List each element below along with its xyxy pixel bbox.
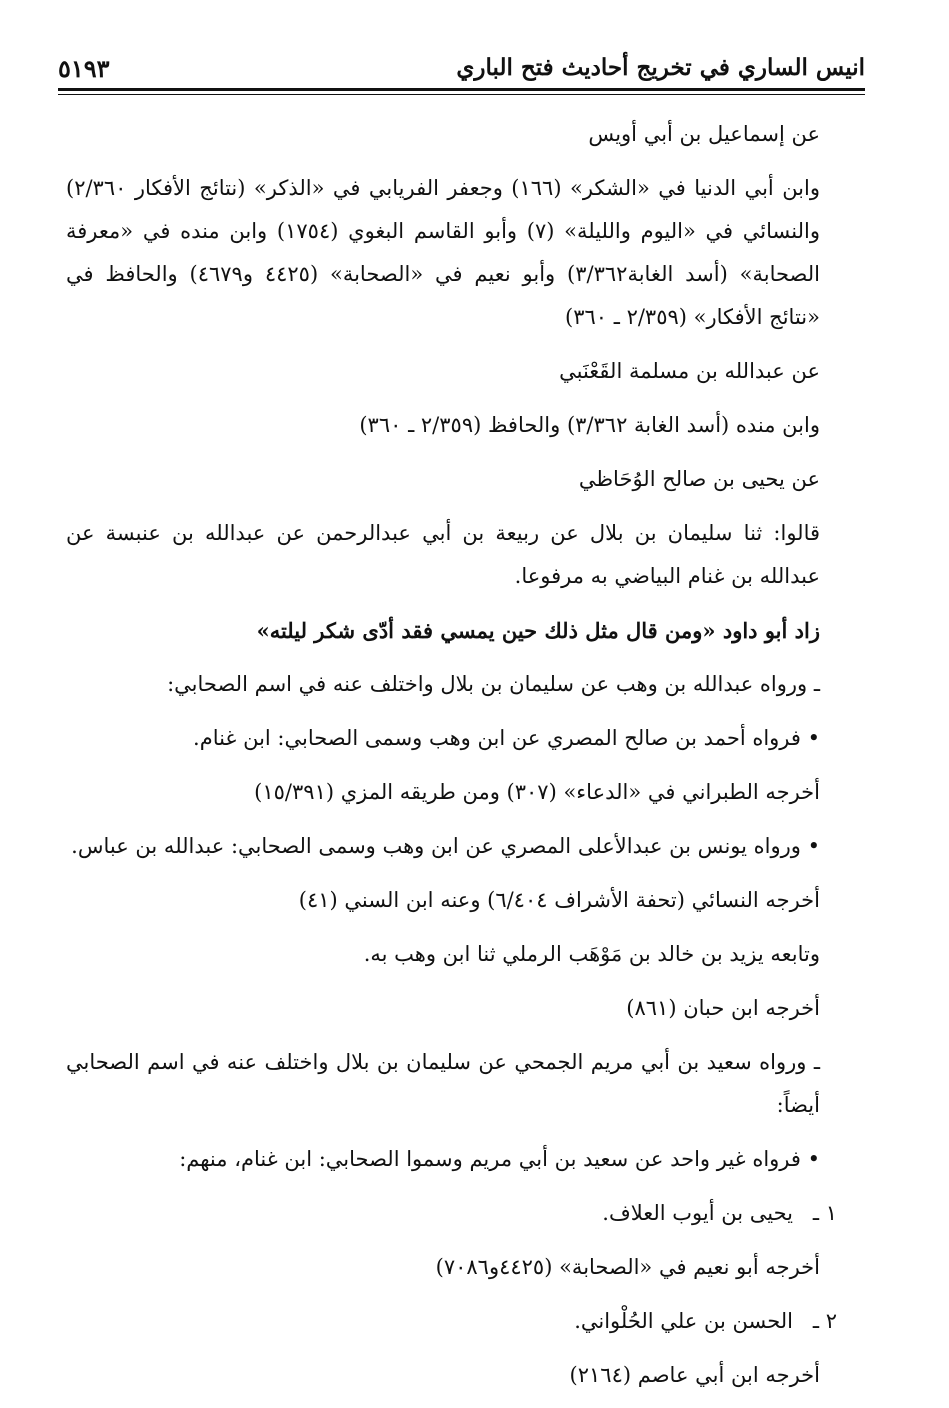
addition-line: زاد أبو داود «ومن قال مثل ذلك حين يمسي فقد أدّى شكر ليلته» — [256, 618, 820, 643]
mutaba-line: وتابعه يزيد بن خالد بن مَوْهَب الرملي ثنا ابن وهب به. — [363, 942, 820, 966]
numbered-item — [66, 1300, 865, 1343]
numbered-item — [66, 1192, 865, 1235]
page-number: ٥١٩٣ — [58, 54, 110, 83]
narrator-line: عن إسماعيل بن أبي أويس — [588, 122, 820, 146]
page-header — [58, 50, 865, 90]
variant-bullet: • ورواه يونس بن عبدالأعلى المصري عن ابن وهب وسمى الصحابي: عبدالله بن عباس. — [71, 834, 820, 858]
running-title: انيس الساري في تخريج أحاديث فتح الباري — [456, 54, 865, 81]
item-number: ١ ـ — [812, 1201, 837, 1225]
takhrij-line: أخرجه النسائي (تحفة الأشراف ٦/٤٠٤) وعنه ابن السني (٤١) — [298, 888, 820, 912]
narrator-line: عن عبدالله بن مسلمة القَعْنَبي — [559, 359, 820, 383]
item-number: ٢ ـ — [812, 1309, 837, 1333]
variant-heading: ـ ورواه سعيد بن أبي مريم الجمحي عن سليمان بن بلال واختلف عنه في اسم الصحابي أيضاً: — [66, 1050, 820, 1117]
takhrij-line: أخرجه أبو نعيم في «الصحابة» (٤٤٢٥و٧٠٨٦) — [435, 1255, 820, 1279]
narrator-line: عن يحيى بن صالح الوُحَاظي — [578, 467, 820, 491]
header-rule-thick — [58, 88, 865, 91]
takhrij-line: أخرجه الطبراني في «الدعاء» (٣٠٧) ومن طريقه المزي (١٥/٣٩١) — [254, 780, 820, 804]
item-text: الحسن بن علي الحُلْواني. — [574, 1309, 793, 1333]
body-text — [66, 113, 865, 1408]
variant-bullet: • فرواه أحمد بن صالح المصري عن ابن وهب وسمى الصحابي: ابن غنام. — [193, 726, 820, 750]
takhrij-paragraph: وابن أبي الدنيا في «الشكر» (١٦٦) وجعفر الفريابي في «الذكر» (نتائج الأفكار ٢/٣٦٠) والنسائي في «اليوم والليلة» (٧) وأبو القاسم البغوي (١٧٥٤) وابن منده في «معرفة الصحابة» (أسد الغابة٣/٣٦٢) وأبو نعيم في «الصحابة» (٤٤٢٥ و٤٦٧٩) والحافظ في «نتائج الأفكار» (٢/٣٥٩ ـ ٣٦٠) — [66, 176, 821, 329]
takhrij-line: وابن منده (أسد الغابة ٣/٣٦٢) والحافظ (٢/٣٥٩ ـ ٣٦٠) — [359, 413, 820, 437]
variant-heading: ـ ورواه عبدالله بن وهب عن سليمان بن بلال واختلف عنه في اسم الصحابي: — [167, 672, 820, 696]
item-text: يحيى بن أيوب العلاف. — [602, 1201, 793, 1225]
variant-bullet: • فرواه غير واحد عن سعيد بن أبي مريم وسموا الصحابي: ابن غنام، منهم: — [179, 1147, 820, 1171]
takhrij-line: أخرجه ابن أبي عاصم (٢١٦٤) — [569, 1363, 820, 1387]
isnad-paragraph: قالوا: ثنا سليمان بن بلال عن ربيعة بن أبي عبدالرحمن عن عبدالله بن عنبسة عن عبدالله بن غنام البياضي به مرفوعا. — [66, 521, 820, 588]
header-rule-thin — [58, 94, 865, 95]
takhrij-line: أخرجه ابن حبان (٨٦١) — [626, 996, 820, 1020]
